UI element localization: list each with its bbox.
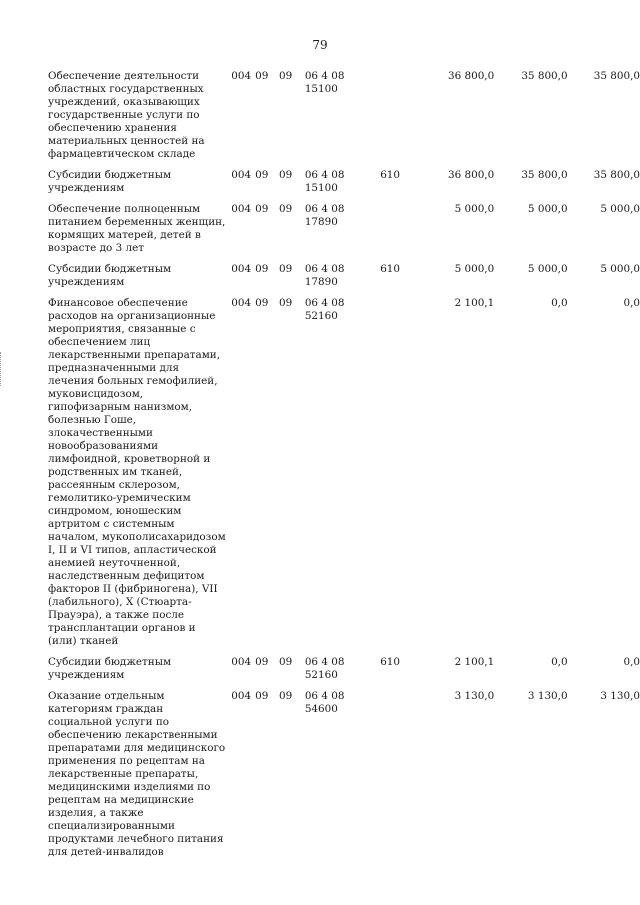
row-name: Финансовое обеспечение расходов на организационные мероприятия, связанные с обеспечением лиц лекарственными препаратами, предназначенными для лечения больных гемофилией, муковисцидозом, гипофизарным нанизмом, болезнью Гоше, злокачественными новообразованиями лимфоидной, кроветворной и родственных им тканей, рассеянным склерозом, гемолитико-уремическим синдромом, юношеским артритом с системным началом, мукополисахаридозом I, II и VI типов, апластической анемией неуточненной, наследственным дефицитом факторов II (фибриногена), VII (лабильного), X (Стюарта-Прауэра), а также после трансплантации органов и (или) тканей [48, 297, 226, 647]
table-row [48, 203, 640, 263]
row-amount-3: 0,0 [623, 656, 640, 668]
row-rz: 09 [255, 203, 269, 215]
row-pr: 09 [279, 169, 293, 181]
row-rz: 09 [255, 70, 269, 82]
row-amount-1: 5 000,0 [454, 203, 495, 215]
row-csr: 06 4 08 52160 [304, 656, 345, 681]
budget-table [48, 70, 640, 867]
row-amount-2: 5 000,0 [527, 263, 568, 275]
row-csr: 06 4 08 15100 [304, 70, 345, 95]
row-ved: 004 [231, 169, 252, 181]
row-vr: 610 [380, 263, 401, 275]
row-rz: 09 [255, 690, 269, 702]
row-csr: 06 4 08 54600 [304, 690, 345, 715]
row-ved: 004 [231, 690, 252, 702]
row-vr [380, 70, 416, 169]
row-ved: 004 [231, 203, 252, 215]
row-name: Оказание отдельным категориям граждан социальной услуги по обеспечению лекарственными препаратами для медицинского применения по рецептам на лекарственные препараты, медицинскими изделиями по рецептам на медицинские изделия, а также специализированными продуктами лечебного питания для детей-инвалидов [48, 690, 226, 858]
row-ved: 004 [231, 297, 252, 309]
row-amount-1: 2 100,1 [454, 297, 495, 309]
row-pr: 09 [279, 690, 293, 702]
row-amount-2: 35 800,0 [521, 169, 568, 181]
row-csr: 06 4 08 15100 [304, 169, 345, 194]
row-amount-3: 5 000,0 [600, 263, 640, 275]
row-amount-1: 3 130,0 [454, 690, 495, 702]
row-csr: 06 4 08 52160 [304, 297, 345, 322]
row-vr: 610 [380, 656, 401, 668]
row-name: Субсидии бюджетным учреждениям [48, 169, 172, 194]
row-amount-2: 5 000,0 [527, 203, 568, 215]
row-pr: 09 [279, 70, 293, 82]
row-pr: 09 [279, 656, 293, 668]
table-row [48, 70, 640, 169]
page-number: 79 [312, 38, 328, 52]
row-vr [380, 690, 416, 867]
row-rz: 09 [255, 169, 269, 181]
margin-mark [0, 352, 4, 386]
row-name: Обеспечение деятельности областных государственных учреждений, оказывающих государственные услуги по обеспечению хранения материальных ценностей на фармацевтическом складе [48, 70, 205, 160]
row-pr: 09 [279, 263, 293, 275]
row-name: Субсидии бюджетным учреждениям [48, 656, 172, 681]
row-rz: 09 [255, 263, 269, 275]
table-row [48, 263, 640, 297]
row-rz: 09 [255, 656, 269, 668]
row-amount-3: 35 800,0 [593, 70, 640, 82]
row-amount-1: 36 800,0 [447, 70, 495, 82]
row-amount-3: 35 800,0 [593, 169, 640, 181]
row-vr [380, 203, 416, 263]
row-ved: 004 [231, 656, 252, 668]
row-csr: 06 4 08 17890 [304, 203, 345, 228]
row-amount-1: 2 100,1 [454, 656, 495, 668]
row-amount-1: 36 800,0 [447, 169, 495, 181]
row-name: Обеспечение полноценным питанием беременных женщин, кормящих матерей, детей в возрасте до 3 лет [48, 203, 226, 254]
row-pr: 09 [279, 297, 293, 309]
row-ved: 004 [231, 263, 252, 275]
row-vr [380, 297, 416, 656]
row-amount-2: 0,0 [551, 297, 568, 309]
row-csr: 06 4 08 17890 [304, 263, 345, 288]
row-amount-2: 0,0 [551, 656, 568, 668]
row-amount-3: 5 000,0 [600, 203, 640, 215]
row-rz: 09 [255, 297, 269, 309]
row-name: Субсидии бюджетным учреждениям [48, 263, 172, 288]
row-vr: 610 [380, 169, 401, 181]
row-amount-2: 35 800,0 [521, 70, 568, 82]
table-row [48, 690, 640, 867]
row-amount-3: 0,0 [623, 297, 640, 309]
row-amount-1: 5 000,0 [454, 263, 495, 275]
row-ved: 004 [231, 70, 252, 82]
row-amount-2: 3 130,0 [527, 690, 568, 702]
table-row [48, 297, 640, 656]
row-amount-3: 3 130,0 [600, 690, 640, 702]
table-row [48, 656, 640, 690]
row-pr: 09 [279, 203, 293, 215]
table-row [48, 169, 640, 203]
